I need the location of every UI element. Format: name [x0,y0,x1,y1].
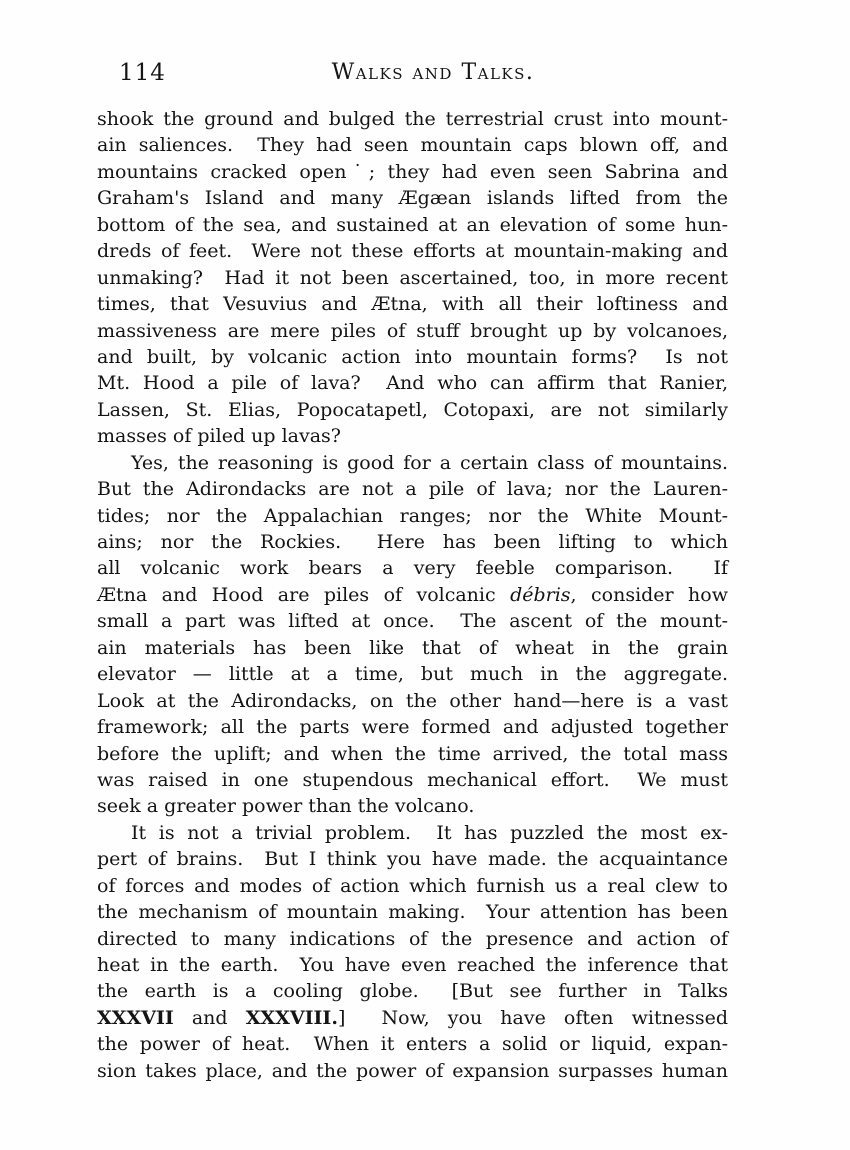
text-segment: tides; nor the Appalachian ranges; nor the White Mount- [97,504,728,527]
text-segment: It is not a trivial problem. It has puzzled the most ex- [131,821,728,844]
text-segment: small a part was lifted at once. The ascent of the mount- [97,610,728,633]
text-segment: the earth is a cooling globe. [But see further in Talks [97,980,728,1003]
text-segment: XXXVII [97,1006,174,1029]
text-line [97,952,728,978]
text-line [97,185,728,211]
text-line [97,846,728,872]
text-line [97,159,728,185]
text-segment: pert of brains. But I think you have made. the acquaintance [97,848,728,871]
text-line [97,529,728,555]
text-line [97,741,728,767]
text-line [97,423,728,449]
text-line [97,899,728,925]
text-segment: and built, by volcanic action into mountain forms? Is not [97,345,728,368]
text-line [97,450,728,476]
text-segment: Ætna and Hood are piles of volcanic [97,583,511,606]
page-number: 114 [119,60,166,86]
text-line [97,793,728,819]
text-line [97,582,728,608]
text-line [97,106,728,132]
text-segment: massiveness are mere piles of stuff brought up by volcanoes, [97,319,728,342]
text-line [97,1058,728,1084]
text-segment: XXXVIII. [245,1006,338,1029]
text-segment: ] Now, you have often witnessed [337,1006,728,1029]
text-line [97,397,728,423]
italic-word: débris [510,583,571,606]
text-line [97,291,728,317]
text-line [97,1005,728,1031]
text-segment: the mechanism of mountain making. Your attention has been [97,901,728,924]
text-segment: ain materials has been like that of wheat in the grain [97,636,728,659]
text-line [97,978,728,1004]
text-segment: of forces and modes of action which furnish us a real clew to [97,874,728,897]
text-line [97,688,728,714]
text-line [97,608,728,634]
text-line [97,318,728,344]
text-segment: heat in the earth. You have even reached the inference that [97,954,728,976]
running-title: Walks and Talks. [331,60,535,85]
text-segment: seek a greater power than the volcano. [97,795,475,818]
text-segment: masses of piled up lavas? [97,425,341,448]
text-line [97,1031,728,1057]
text-segment: Graham's Island and many Ægæan islands lifted from the [97,187,728,210]
text-segment: Yes, the reasoning is good for a certain class of mountains. [131,451,728,474]
text-line [97,767,728,793]
text-segment: shook the ground and bulged the terrestrial crust into mount- [97,108,728,130]
text-segment: before the uplift; and when the time arrived, the total mass [97,742,728,765]
text-segment: times, that Vesuvius and Ætna, with all their loftiness and [97,293,728,316]
text-segment: dreds of feet. Were not these efforts at mountain-making and [97,240,728,263]
text-segment: directed to many indications of the presence and action of [97,927,728,950]
text-line [97,555,728,581]
text-segment: unmaking? Had it not been ascertained, too, in more recent [97,266,728,289]
text-segment: sion takes place, and the power of expansion surpasses human [97,1059,728,1082]
text-line [97,344,728,370]
text-line [97,132,728,158]
text-line [97,873,728,899]
text-segment: the power of heat. When it enters a solid or liquid, expan- [97,1033,728,1056]
text-line [97,476,728,502]
page-body [97,106,728,1084]
text-segment: framework; all the parts were formed and adjusted together [97,716,728,739]
text-segment: bottom of the sea, and sustained at an elevation of some hun- [97,213,728,236]
text-segment: ains; nor the Rockies. Here has been lifting to which [97,531,728,553]
text-segment: elevator — little at a time, but much in the aggregate. [97,663,728,686]
text-line [97,503,728,529]
text-line [97,714,728,740]
text-segment: But the Adirondacks are not a pile of lava; nor the Lauren- [97,478,728,501]
text-line [97,370,728,396]
text-segment: Lassen, St. Elias, Popocatapetl, Cotopaxi, are not similarly [97,398,728,421]
text-line [97,820,728,846]
text-line [97,661,728,687]
text-segment: mountains cracked open˙; they had even seen Sabrina and [97,160,728,183]
text-line [97,265,728,291]
text-segment: Mt. Hood a pile of lava? And who can affirm that Ranier, [97,372,728,395]
text-segment: was raised in one stupendous mechanical effort. We must [97,768,728,791]
text-line [97,926,728,952]
text-segment: Look at the Adirondacks, on the other hand—here is a vast [97,689,728,712]
text-line [97,212,728,238]
text-line [97,635,728,661]
text-segment: all volcanic work bears a very feeble comparison. If [97,557,728,580]
text-segment: ain saliences. They had seen mountain caps blown off, and [97,134,728,157]
text-segment: , consider how [570,583,728,606]
text-segment: and [173,1006,246,1029]
text-line [97,238,728,264]
